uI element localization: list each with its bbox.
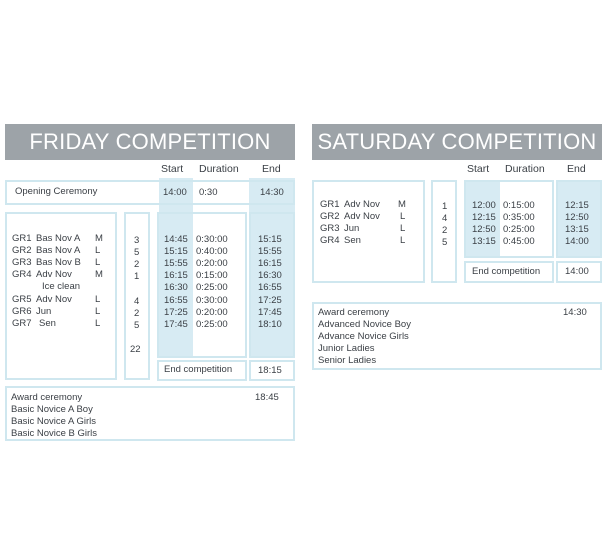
saturday-start-header: Start bbox=[467, 163, 490, 175]
saturday-award-category-2: Advance Novice Girls bbox=[318, 331, 409, 342]
friday-end-header: End bbox=[262, 163, 281, 175]
friday-award-category-3: Basic Novice B Girls bbox=[11, 428, 98, 439]
friday-start-header: Start bbox=[161, 163, 184, 175]
friday-ice-clean-end: 16:55 bbox=[258, 282, 282, 293]
friday-row-3-group: GR3 bbox=[12, 257, 32, 268]
friday-row-6-end: 17:45 bbox=[258, 307, 282, 318]
friday-row-6-name: Jun bbox=[36, 306, 52, 317]
friday-row-4-count: 1 bbox=[134, 271, 140, 282]
saturday-row-3-gender: L bbox=[400, 223, 406, 234]
friday-row-2-count: 5 bbox=[134, 247, 140, 258]
friday-total-count: 22 bbox=[130, 344, 141, 355]
friday-row-6-start: 17:25 bbox=[164, 307, 188, 318]
saturday-award-time: 14:30 bbox=[563, 307, 587, 318]
opening-ceremony-label: Opening Ceremony bbox=[15, 186, 98, 197]
friday-duration-header: Duration bbox=[199, 163, 239, 175]
friday-row-1-duration: 0:30:00 bbox=[196, 234, 228, 245]
friday-ice-clean-label: Ice clean bbox=[42, 281, 81, 292]
friday-row-3-count: 2 bbox=[134, 259, 140, 270]
friday-row-6-count: 2 bbox=[134, 308, 140, 319]
opening-ceremony-duration: 0:30 bbox=[199, 187, 218, 198]
friday-row-7-group: GR7 bbox=[12, 318, 32, 329]
opening-ceremony-start: 14:00 bbox=[163, 187, 187, 198]
opening-ceremony-end: 14:30 bbox=[260, 187, 284, 198]
friday-row-7-duration: 0:25:00 bbox=[196, 319, 228, 330]
friday-row-3-end: 16:15 bbox=[258, 258, 282, 269]
saturday-row-3-name: Jun bbox=[344, 223, 360, 234]
friday-row-5-duration: 0:30:00 bbox=[196, 295, 228, 306]
friday-row-7-name: Sen bbox=[39, 318, 56, 329]
saturday-row-3-duration: 0:25:00 bbox=[503, 224, 535, 235]
saturday-award-category-4: Senior Ladies bbox=[318, 355, 377, 366]
saturday-award-label: Award ceremony bbox=[318, 307, 390, 318]
friday-row-3-name: Bas Nov B bbox=[36, 257, 81, 268]
friday-row-4-duration: 0:15:00 bbox=[196, 270, 228, 281]
saturday-end-competition-time: 14:00 bbox=[565, 266, 589, 277]
saturday-end-competition-label: End competition bbox=[472, 266, 541, 277]
friday-row-5-gender: L bbox=[95, 294, 101, 305]
friday-row-4-end: 16:30 bbox=[258, 270, 282, 281]
saturday-row-4-end: 14:00 bbox=[565, 236, 589, 247]
saturday-row-2-gender: L bbox=[400, 211, 406, 222]
friday-row-1-name: Bas Nov A bbox=[36, 233, 81, 244]
friday-end-competition-label: End competition bbox=[164, 364, 233, 375]
friday-row-5-count: 4 bbox=[134, 296, 140, 307]
saturday-row-1-start: 12:00 bbox=[472, 200, 496, 211]
saturday-end-header: End bbox=[567, 163, 586, 175]
friday-row-1-count: 3 bbox=[134, 235, 140, 246]
saturday-title: SATURDAY COMPETITION bbox=[312, 124, 602, 160]
friday-row-2-name: Bas Nov A bbox=[36, 245, 81, 256]
saturday-row-2-start: 12:15 bbox=[472, 212, 496, 223]
friday-row-5-name: Adv Nov bbox=[36, 294, 72, 305]
friday-row-3-gender: L bbox=[95, 257, 101, 268]
friday-row-4-gender: M bbox=[95, 269, 103, 280]
friday-row-4-group: GR4 bbox=[12, 269, 32, 280]
saturday-award-category-3: Junior Ladies bbox=[318, 343, 375, 354]
saturday-award-category-1: Advanced Novice Boy bbox=[318, 319, 411, 330]
friday-row-1-group: GR1 bbox=[12, 233, 32, 244]
friday-row-2-duration: 0:40:00 bbox=[196, 246, 228, 257]
friday-row-1-start: 14:45 bbox=[164, 234, 188, 245]
friday-award-category-1: Basic Novice A Boy bbox=[11, 404, 93, 415]
friday-row-7-count: 5 bbox=[134, 320, 140, 331]
friday-row-6-gender: L bbox=[95, 306, 101, 317]
friday-row-5-end: 17:25 bbox=[258, 295, 282, 306]
saturday-row-4-gender: L bbox=[400, 235, 406, 246]
saturday-row-3-group: GR3 bbox=[320, 223, 340, 234]
saturday-row-2-group: GR2 bbox=[320, 211, 340, 222]
saturday-row-1-count: 1 bbox=[442, 201, 448, 212]
saturday-row-3-start: 12:50 bbox=[472, 224, 496, 235]
saturday-row-1-group: GR1 bbox=[320, 199, 340, 210]
friday-row-2-gender: L bbox=[95, 245, 101, 256]
friday-title: FRIDAY COMPETITION bbox=[5, 124, 295, 160]
saturday-row-4-duration: 0:45:00 bbox=[503, 236, 535, 247]
friday-row-2-end: 15:55 bbox=[258, 246, 282, 257]
saturday-row-1-duration: 0:15:00 bbox=[503, 200, 535, 211]
friday-row-7-end: 18:10 bbox=[258, 319, 282, 330]
saturday-duration-header: Duration bbox=[505, 163, 545, 175]
friday-row-1-gender: M bbox=[95, 233, 103, 244]
saturday-row-4-group: GR4 bbox=[320, 235, 340, 246]
saturday-row-4-name: Sen bbox=[344, 235, 361, 246]
saturday-row-3-count: 2 bbox=[442, 225, 448, 236]
friday-row-4-start: 16:15 bbox=[164, 270, 188, 281]
friday-row-5-start: 16:55 bbox=[164, 295, 188, 306]
saturday-row-2-end: 12:50 bbox=[565, 212, 589, 223]
friday-row-7-gender: L bbox=[95, 318, 101, 329]
saturday-row-2-count: 4 bbox=[442, 213, 448, 224]
friday-row-4-name: Adv Nov bbox=[36, 269, 72, 280]
friday-row-2-group: GR2 bbox=[12, 245, 32, 256]
saturday-row-2-duration: 0:35:00 bbox=[503, 212, 535, 223]
friday-row-5-group: GR5 bbox=[12, 294, 32, 305]
saturday-row-4-count: 5 bbox=[442, 237, 448, 248]
friday-award-label: Award ceremony bbox=[11, 392, 83, 403]
friday-row-7-start: 17:45 bbox=[164, 319, 188, 330]
friday-row-3-start: 15:55 bbox=[164, 258, 188, 269]
friday-row-1-end: 15:15 bbox=[258, 234, 282, 245]
friday-row-2-start: 15:15 bbox=[164, 246, 188, 257]
saturday-row-4-start: 13:15 bbox=[472, 236, 496, 247]
friday-row-3-duration: 0:20:00 bbox=[196, 258, 228, 269]
saturday-row-1-end: 12:15 bbox=[565, 200, 589, 211]
friday-award-time: 18:45 bbox=[255, 392, 279, 403]
saturday-row-3-end: 13:15 bbox=[565, 224, 589, 235]
friday-ice-clean-start: 16:30 bbox=[164, 282, 188, 293]
friday-row-6-group: GR6 bbox=[12, 306, 32, 317]
saturday-row-1-name: Adv Nov bbox=[344, 199, 380, 210]
friday-award-category-2: Basic Novice A Girls bbox=[11, 416, 96, 427]
friday-ice-clean-duration: 0:25:00 bbox=[196, 282, 228, 293]
friday-row-6-duration: 0:20:00 bbox=[196, 307, 228, 318]
friday-end-competition-time: 18:15 bbox=[258, 365, 282, 376]
saturday-row-2-name: Adv Nov bbox=[344, 211, 380, 222]
saturday-row-1-gender: M bbox=[398, 199, 406, 210]
